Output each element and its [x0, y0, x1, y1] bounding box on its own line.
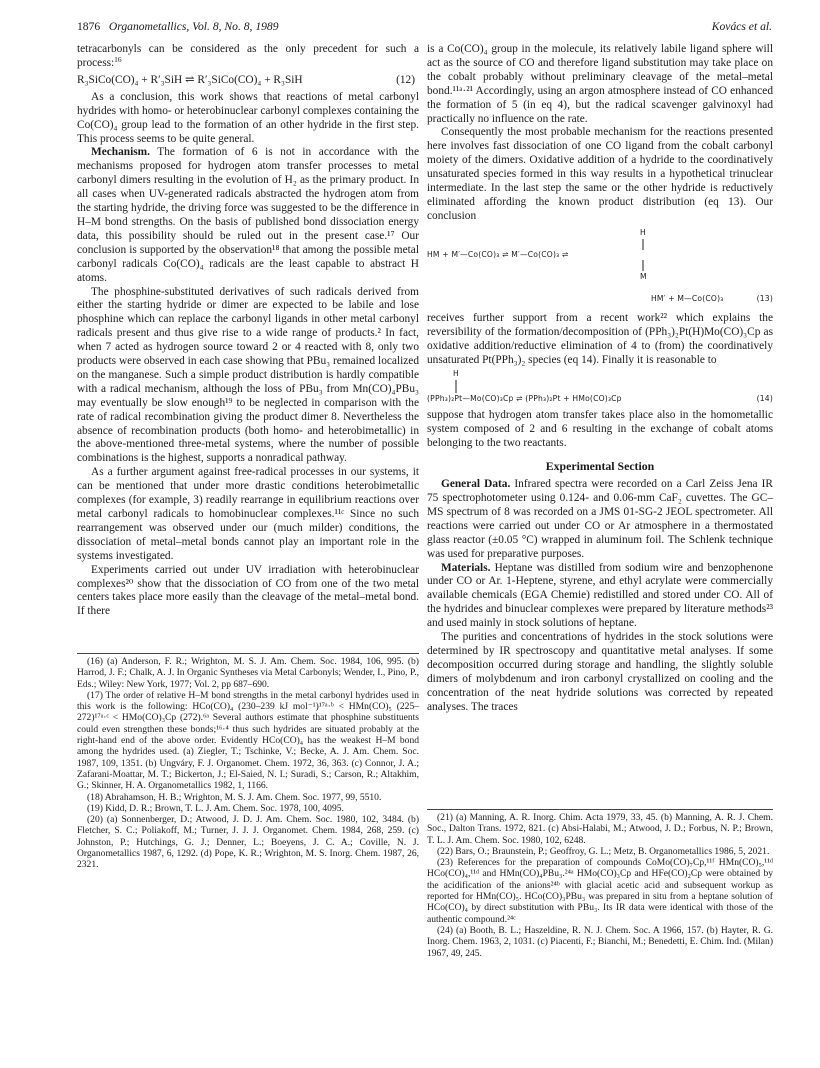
- paragraph: [427, 562, 773, 632]
- paragraph-text: The formation of 6 is not in accordance with the mechanisms proposed for hydrogen atom transfer processes to metal carbonyl dimers resulting in the evolution of H₂ as the primary product. In all cases when UV-generated radicals abstracted the hydrogen atom from the starting hydride, the driving force was suggested to be the difference in H–M bond strengths. On the basis of published bond dissociation energy data, this possibility should be ruled out in the present case.¹⁷ Our conclusion is supported by the observation¹⁸ that among the possible metal carbonyl radicals Co(CO)₄ radicals are the least capable to abstract H atoms.: [77, 146, 419, 284]
- scheme-atom-label: H: [640, 227, 646, 237]
- journal-name: Organometallics,: [108, 20, 190, 33]
- footnote: (23) References for the preparation of compounds CoMo(CO)₇Cp,¹¹ᶠ HMn(CO)₅,¹¹ᵈ HCo(CO)₄,¹¹ᵈ and HMn(CO)₄PBu₃.²⁴ᵃ HMo(CO)₃Cp and HFe(CO)₂Cp were obtained by the acidification of the anions²⁴ᵇ with glacial acetic acid and subsequent workup as reported for HMn(CO)₅. HCo(CO)₃PBu₃ was prepared in situ from a heptane solution of HCo(CO)₄ by direct substitution with PBu₃. Its IR data were identical with those of the authentic compound.²⁴ᶜ: [427, 857, 773, 925]
- footnote: (19) Kidd, D. R.; Brown, T. L. J. Am. Chem. Soc. 1978, 100, 4095.: [87, 802, 344, 814]
- author-names: Kovács et al.: [711, 20, 772, 33]
- footnote: (22) Bars, O.; Braunstein, P.; Geoffroy, G. L.; Metz, B. Organometallics 1986, 5, 2021.: [437, 845, 770, 857]
- paragraph: receives further support from a recent work²² which explains the reversibility of the formation/decomposition of (PPh₃)₂Pt(H)Mo(CO)₃Cp as oxidative addition/reductive elimination of 4 to (from) the coordinatively unsaturated Pt(PPh₃)₂ species (eq 14). Finally it is reasonable to: [427, 311, 773, 366]
- footnote-rule: [427, 809, 773, 810]
- run-in-heading: Materials.: [441, 561, 491, 574]
- right-column: [427, 43, 773, 715]
- volume-info: Vol. 8, No. 8, 1989: [192, 20, 279, 33]
- paragraph: [77, 43, 419, 71]
- paragraph: is a Co(CO)₄ group in the molecule, its relatively labile ligand sphere will act as the source of CO and therefore ligand substitution may take place on the cobalt probably without preliminary cleavage of the metal–metal bond.¹¹ᵃ·²¹ Accordingly, using an argon atmosphere instead of CO enhanced the formation of 5 (in eq 4), but the radical scavenger galvinoxyl had practically no influence on the rate.: [427, 43, 773, 125]
- left-footnotes: [77, 656, 419, 871]
- paragraph: [77, 146, 419, 285]
- running-head-left: [77, 20, 279, 33]
- paragraph: As a conclusion, this work shows that reactions of metal carbonyl hydrides with homo- or heterobinuclear carbonyl complexes containing the Co(CO)₄ group lead to the formation of an other hydride in the first step. This process seems to be quite general.: [77, 90, 419, 145]
- scheme-atom-label: M: [640, 271, 647, 281]
- paragraph: Consequently the most probable mechanism for the reactions presented here involves fast dissociation of one CO ligand from the cobalt carbonyl moiety of the dimers. Oxidative addition of a hydride to the coordinatively unsaturated species formed in this way results in a hypothetical trinuclear intermediate. In the last step the same or the other hydride is reductively eliminated affording the known product distribution (eq 13). Our conclusion: [427, 126, 773, 222]
- paragraph: suppose that hydrogen atom transfer takes place also in the homometallic system composed of 2 and 6 resulting in the exchange of cobalt atoms belonging to the two reactants.: [427, 409, 773, 450]
- scheme-14: [427, 367, 773, 409]
- footnote: (24) (a) Booth, B. L.; Haszeldine, R. N. J. Chem. Soc. A 1966, 157. (b) Hayter, R. G. Inorg. Chem. 1963, 2, 1031. (c) Piacenti, F.; Bianchi, M.; Benedetti, E. Chim. Ind. (Milan) 1967, 49, 245.: [427, 924, 773, 959]
- equation-text: R₃SiCo(CO)₄ + R′₃SiH ⇌ R′₃SiCo(CO)₄ + R₃SiH: [77, 73, 303, 86]
- scheme-atom-label: H: [453, 369, 459, 379]
- left-column: [77, 43, 419, 619]
- paragraph: As a further argument against free-radical processes in our systems, it can be mentioned that under more drastic conditions heterobimetallic complexes (for example, 3) readily rearrange in equilibrium reactions over metal carbonyl radicals to homobinuclear complexes.¹¹ᶜ Since no such rearrangement was observed under our (much milder) conditions, the dissociation of metal–metal bonds cannot play an important role in the systems investigated.: [77, 466, 419, 562]
- section-title: Experimental Section: [545, 459, 655, 474]
- equation-number: (14): [756, 394, 773, 404]
- paragraph-text: tetracarbonyls can be considered as the only precedent for such a process:: [77, 43, 419, 69]
- footnote: (20) (a) Sonnenberger, D.; Atwood, J. D. J. Am. Chem. Soc. 1980, 102, 3484. (b) Fletcher, S. C.; Poliakoff, M.; Turner, J. J. J. Organomet. Chem. 1984, 268, 259. (c) Johnston, P.; Hutchings, G. J.; Denner, L.; Boeyens, J. C. A.; Coville, N. J. Organometallics 1987, 6, 1292. (d) Pope, K. R.; Wrighton, M. S. Inorg. Chem. 1987, 26, 2321.: [77, 814, 419, 871]
- paragraph: The purities and concentrations of hydrides in the stock solutions were determined by IR spectroscopy and quantitative metal analyses. If some decomposition occurred during storage and handling, the slightly soluble dimers of molybdenum and iron carbonyl crystallized on cooling and the concentration of the neat hydride solutions was corrected by repeated analyses. The traces: [427, 631, 773, 713]
- reference-superscript: 16: [114, 54, 122, 64]
- scheme-line: HM + M′—Co(CO)₃ ⇌ M′—Co(CO)₃ ⇌: [427, 249, 569, 259]
- equation-12: [77, 73, 419, 88]
- paragraph: [427, 478, 773, 561]
- running-head: [77, 20, 772, 36]
- paragraph-text: Heptane was distilled from sodium wire and benzophenone under CO or Ar. 1-Heptene, styrene, and ethyl acrylate were commercially available chemicals (EGA Chemie) redistilled and stored under CO. All of the hydrides and binuclear complexes were prepared by literature methods²³ and used mainly in stock solutions of heptane.: [427, 561, 773, 630]
- scheme-line: HM′ + M—Co(CO)₃: [651, 293, 724, 303]
- footnote-rule: [77, 653, 419, 654]
- scheme-line: (PPh₃)₂Pt—Mo(CO)₃Cp ⇌ (PPh₃)₂Pt + HMo(CO)₃Cp: [427, 394, 622, 404]
- right-footnotes: [427, 812, 773, 959]
- run-in-heading: Mechanism.: [91, 146, 150, 159]
- paragraph-text: Infrared spectra were recorded on a Carl Zeiss Jena IR 75 spectrophotometer using 0.124- and 0.06-mm CaF₂ cuvettes. The GC–MS spectrum of 8 was recorded on a JMS 01-SG-2 JEOL spectrometer. All reactions were carried out under CO or Ar atmosphere in a thermostated glass reactor (±0.05 °C) wrapped in aluminum foil. The Schlenk technique was used for preparative purposes.: [427, 478, 773, 560]
- equation-number: (13): [756, 293, 773, 303]
- run-in-heading: General Data.: [441, 478, 511, 491]
- footnote: (18) Abrahamson, H. B.; Wrighton, M. S. J. Am. Chem. Soc. 1977, 99, 5510.: [87, 791, 382, 803]
- footnote: (16) (a) Anderson, F. R.; Wrighton, M. S. J. Am. Chem. Soc. 1984, 106, 995. (b) Harrod, J. F.; Chalk, A. J. In Organic Syntheses via Metal Carbonyls; Wender, I., Pino, P., Eds.; Wiley: New York, 1977; Vol. 2, pp 687–690.: [77, 656, 419, 690]
- equation-number: (12): [396, 73, 415, 86]
- page-number: 1876: [77, 20, 101, 33]
- scheme-13: [427, 224, 773, 312]
- footnote: (21) (a) Manning, A. R. Inorg. Chim. Acta 1979, 33, 45. (b) Manning, A. R. J. Chem. Soc., Dalton Trans. 1972, 821. (c) Absi-Halabi, M.; Atwood, J. D.; Forbus, N. P.; Brown, T. L. J. Am. Chem. Soc. 1980, 102, 6248.: [427, 812, 773, 846]
- paragraph: The phosphine-substituted derivatives of such radicals derived from either the starting hydride or dimer are expected to be labile and lose phosphine which can replace the carbonyl ligands in other metal carbonyl radicals present and thus give rise to a wide range of products.² In fact, when 7 acted as hydrogen source toward 2 or 4 reacted with 8, only two products were observed in each case showing that PBu₃ remained localized on the manganese. Such a simple product distribution is hardly compatible with a radical mechanism, although the loss of PBu₃ from Mn(CO)₄PBu₃ may eventually be slow enough¹⁹ to be neglected in comparison with the rate of radical recombination giving the product dimer 8. Nevertheless the absence of recombination products (both homo- and heterobimetallic) in the above-mentioned three-metal systems, where the number of possible combinations is the highest, supports a nonradical pathway.: [77, 285, 419, 465]
- paragraph: Experiments carried out under UV irradiation with heterobinuclear complexes²⁰ show that the dissociation of CO from one of the two metal centers takes place more easily than the cleavage of the metal–metal bond. If there: [77, 563, 419, 618]
- footnote: (17) The order of relative H–M bond strengths in the metal carbonyl hydrides used in this work is the following: HCo(CO)₄ (230–239 kJ mol⁻¹)¹⁷ᵃ·ᵇ < HMn(CO)₅ (225–272)¹⁷ᵃ·ᶜ < HMo(CO)₃Cp (272).⁶ᵃ Several authors estimate that phosphine substituents could even strengthen these bonds;¹⁶·⁴ thus such hydrides are situated probably at the right-hand end of the above order. Evidently HCo(CO)₄ has the weakest H–M bond among the hydrides used. (a) Ziegler, T.; Tschinke, V.; Becke, A. J. Am. Chem. Soc. 1987, 109, 1351. (b) Ungváry, F. J. Organomet. Chem. 1972, 36, 363. (c) Connor, J. A.; Zafarani-Moattar, M. T.; Bickerton, J.; El-Saied, N. I.; Suradi, S.; Carson, R.; Altakhim, G.; Skinner, H. A. Organometallics 1982, 1, 1166.: [77, 689, 419, 792]
